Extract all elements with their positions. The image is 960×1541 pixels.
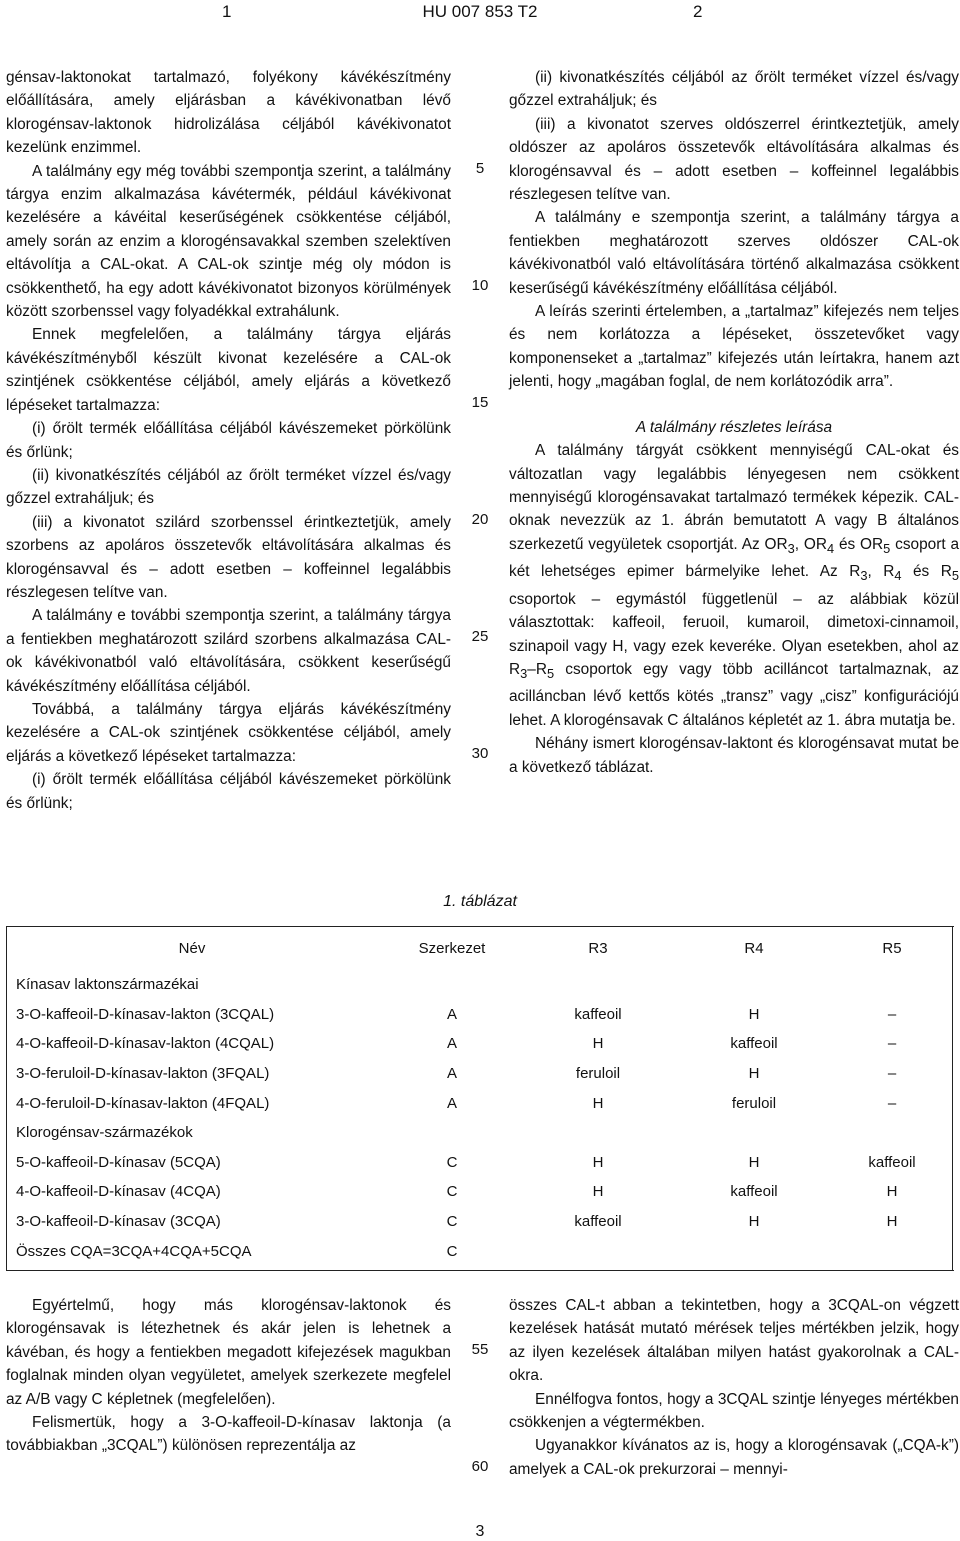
table-cell: feruloil (575, 1065, 621, 1083)
table-cell: 5-O-kaffeoil-D-kínasav (5CQA) (16, 1153, 221, 1171)
page-number: 3 (475, 1523, 485, 1540)
paragraph: (i) őrölt termék előállítása céljából kávészemeket pörkölünk és őrlünk; (6, 771, 451, 812)
paragraph: (iii) a kivonatot szilárd szorbenssel érintkeztetjük, amely szorbens az apoláros összetevők eltávolítására alkalmas és klorogénsavval és – adott esetben – koffeinnel legalábbis részlegesen telítve van. (6, 513, 451, 601)
table-cell: – (887, 1065, 897, 1083)
table-cell: 3-O-feruloil-D-kínasav-lakton (3FQAL) (16, 1065, 270, 1083)
table-cell: feruloil (731, 1094, 777, 1112)
table-cell (520, 1236, 676, 1266)
table-cell: H (592, 1035, 604, 1053)
table-row (8, 1148, 952, 1178)
column-header: Szerkezet (418, 939, 486, 957)
table-cell: C (446, 1213, 458, 1231)
table-cell (832, 1236, 952, 1266)
table-cell: kaffeoil (574, 1005, 622, 1023)
line-number: 10 (471, 277, 489, 294)
right-page-number: 2 (693, 2, 703, 21)
paragraph: Ennek megfelelően, a találmány tárgya eljárás kávékészítményből készült kivonat kezelésére a CAL-ok szintjének csökkentése céljából, amely eljárás a következő lépéseket tartalmazza: (6, 326, 451, 414)
table-cell: H (748, 1065, 760, 1083)
paragraph: (ii) kivonatkészítés céljából az őrölt terméket vízzel és/vagy gőzzel extraháljuk; és (509, 69, 959, 110)
paragraph: A találmány egy még további szempontja szerint, a találmány tárgya enzim alkalmazása kávétermék, például kávékivonat kezelésére a kávéital keserűségének csökkentése céljából, amely során az enzim a klorogénsavakkal szemben szelektíven eltávolítja a CAL-okat. A CAL-ok szintje még oly módon is csökkenthető, ha egy adott kávékivonatot bizonyos körülmények között szorbenssel vagy folyadékkal extrahálunk. (6, 162, 451, 321)
table-cell: C (446, 1183, 458, 1201)
bottom-left-column (6, 1294, 451, 1458)
paragraph: Néhány ismert klorogénsav-laktont és klorogénsavat mutat be a következő táblázat. (509, 735, 959, 776)
table-cell: C (446, 1153, 458, 1171)
paragraph: Ennélfogva fontos, hogy a 3CQAL szintje lényeges mértékben csökkenjen a végtermékben. (509, 1390, 959, 1432)
table-cell: H (592, 1183, 604, 1201)
column-header: R4 (744, 939, 764, 957)
table-cell: H (592, 1094, 604, 1112)
table-cell: A (446, 1065, 457, 1083)
document-id: HU 007 853 T2 (422, 2, 538, 21)
table-cell (676, 1236, 832, 1266)
table-row (8, 1177, 952, 1207)
table-group-row (8, 970, 952, 1000)
line-number: 15 (471, 394, 489, 411)
table-cell: 4-O-kaffeoil-D-kínasav (4CQA) (16, 1183, 221, 1201)
column-header: R3 (588, 939, 608, 957)
bottom-right-column (509, 1294, 959, 1481)
table-group-row (8, 1118, 952, 1148)
table-cell: Összes CQA=3CQA+4CQA+5CQA (16, 1242, 252, 1260)
table-cell: 4-O-kaffeoil-D-kínasav-lakton (4CQAL) (16, 1035, 275, 1053)
table-cell: – (887, 1094, 897, 1112)
table-row (8, 1029, 952, 1059)
paragraph: (iii) a kivonatot szerves oldószerrel érintkeztetjük, amely oldószer az apoláros összetevők eltávolítására alkalmas és klorogénsavval és – adott esetben – koffeinnel legalábbis részlegesen telítve van. (509, 115, 959, 204)
paragraph: (i) őrölt termék előállítása céljából kávészemeket pörkölünk és őrlünk; (6, 420, 451, 461)
paragraph: A találmány e szempontja szerint, a találmány tárgya a fentiekben meghatározott szerves oldószer CAL-ok kávékivonatból való eltávolítására történő alkalmazása csökkent keserűségű kávékészítmény előállítása céljából. (509, 209, 959, 297)
table-row (8, 1000, 952, 1030)
section-heading: A találmány részletes leírása (635, 418, 833, 436)
table-cell: H (748, 1153, 760, 1171)
table-cell: A (446, 1005, 457, 1023)
line-number: 60 (471, 1458, 489, 1475)
table-row (8, 1207, 952, 1237)
column-header: Név (178, 939, 206, 957)
table-border-left (6, 926, 7, 1271)
paragraph: Ugyanakkor kívánatos az is, hogy a klorogénsavak („CQA-k”) amelyek a CAL-ok prekurzorai – mennyi- (509, 1437, 959, 1478)
table-cell: – (887, 1005, 897, 1023)
table-cell: kaffeoil (730, 1183, 778, 1201)
line-number: 25 (471, 628, 489, 645)
table-cell: 4-O-feruloil-D-kínasav-lakton (4FQAL) (16, 1094, 270, 1112)
paragraph: (ii) kivonatkészítés céljából az őrölt terméket vízzel és/vagy gőzzel extraháljuk; és (6, 466, 451, 508)
line-number: 55 (471, 1341, 489, 1358)
table-cell: kaffeoil (868, 1153, 916, 1171)
right-column (509, 66, 959, 779)
table-cell: A (446, 1094, 457, 1112)
paragraph: Egyértelmű, hogy más klorogénsav-laktonok és klorogénsavak is létezhetnek és akár jelen is lehetnek a kávéban, és hogy a fentiekben megadott kifejezések magukban foglalnak minden olyan vegyületet, amelyek szerkezete megfelel az A/B vagy C képletnek (megfelelően). (6, 1297, 451, 1408)
line-number: 5 (475, 160, 485, 177)
table-cell: kaffeoil (574, 1213, 622, 1231)
table-cell: 3-O-kaffeoil-D-kínasav (3CQA) (16, 1213, 221, 1231)
table-cell: kaffeoil (730, 1035, 778, 1053)
table-cell: H (748, 1213, 760, 1231)
group-label: Klorogénsav-származékok (16, 1124, 193, 1142)
paragraph: A leírás szerinti értelemben, a „tartalmaz” kifejezés nem teljes és nem korlátozza a lépéseket, összetevőket vagy komponenseket a „tartalmaz” kifejezés után leírtakra, hanem azt jelenti, hogy „magában foglal, de nem korlátozódik arra”. (509, 303, 959, 391)
paragraph: A találmány tárgyát csökkent mennyiségű CAL-okat és változatlan vagy legalábbis lényegesen nem csökkent mennyiségű klorogénsavakat tartalmazó termékek képezik. CAL-oknak nevezzük az 1. ábrán bemutatott A vagy B általános szerkezetű vegyületek csoportját. Az $OR_3$, $OR_4$ és $OR_5$ csoport a két lehetséges epimer bármelyike lehet. Az $R_3$, $R_4$ és $R_5$ csoportok – egymástól függetlenül – az alábbiak közül választottak: kaffeoil, feruoil, kumaroil, dimetoxi-cinnamoil, szinapoil vagy H, vagy ezek keveréke. Olyan esetekben, ahol az $R_3-R_5$ csoportok egy vagy több acilláncot tartalmaznak, az acilláncban lévő kettős kötés „transz” vagy „cisz” konfigurációjú lehet. A klorogénsavak C általános képletét az 1. ábra mutatja be. (509, 442, 960, 729)
paragraph: génsav-laktonokat tartalmazó, folyékony kávékészítmény előállítására, amely eljárásban a kávékivonatban lévő klorogénsav-laktonok hidrolizálása céljából kávékivonatot kezelünk enzimmel. (6, 69, 451, 157)
table-cell: 3-O-kaffeoil-D-kínasav-lakton (3CQAL) (16, 1005, 275, 1023)
table-cell: H (886, 1183, 898, 1201)
left-page-number: 1 (222, 2, 232, 21)
table-cell: A (446, 1035, 457, 1053)
line-number: 20 (471, 511, 489, 528)
paragraph: Továbbá, a találmány tárgya eljárás kávékészítmény kezelésére a CAL-ok szintjének csökkentése céljából, amely eljárás a következő lépéseket tartalmazza: (6, 700, 451, 765)
table-cell: H (886, 1213, 898, 1231)
table-cell: H (592, 1153, 604, 1171)
compound-table (8, 926, 952, 1266)
table-header-row (8, 926, 952, 970)
left-column (6, 66, 451, 815)
table-cell: C (446, 1242, 458, 1260)
table-row (8, 1236, 952, 1266)
table-cell: H (748, 1005, 760, 1023)
table-border-right (952, 926, 953, 1271)
column-header: R5 (882, 939, 902, 957)
group-label: Kínasav laktonszármazékai (16, 976, 199, 994)
paragraph: A találmány e további szempontja szerint, a találmány tárgya a fentiekben meghatározott szilárd szorbens alkalmazása CAL-ok kávékivonatból való eltávolítására, csökkent keserűségű kávékészítmény előállítása céljából. (6, 607, 451, 695)
table-cell: – (887, 1035, 897, 1053)
table-border-bottom (6, 1270, 954, 1271)
table-row (8, 1088, 952, 1118)
table-row (8, 1059, 952, 1089)
paragraph: összes CAL-t abban a tekintetben, hogy a 3CQAL-on végzett kezelések hatását mutató mérések teljes mértékben jelzik, hogy az ilyen kezelések általában milyen hatást gyakorolnak a CAL-okra. (509, 1297, 959, 1385)
paragraph: Felismertük, hogy a 3-O-kaffeoil-D-kínasav laktonja (a továbbiakban „3CQAL”) különösen reprezentálja az (6, 1414, 451, 1455)
table-caption: 1. táblázat (443, 893, 517, 910)
line-number: 30 (471, 745, 489, 762)
